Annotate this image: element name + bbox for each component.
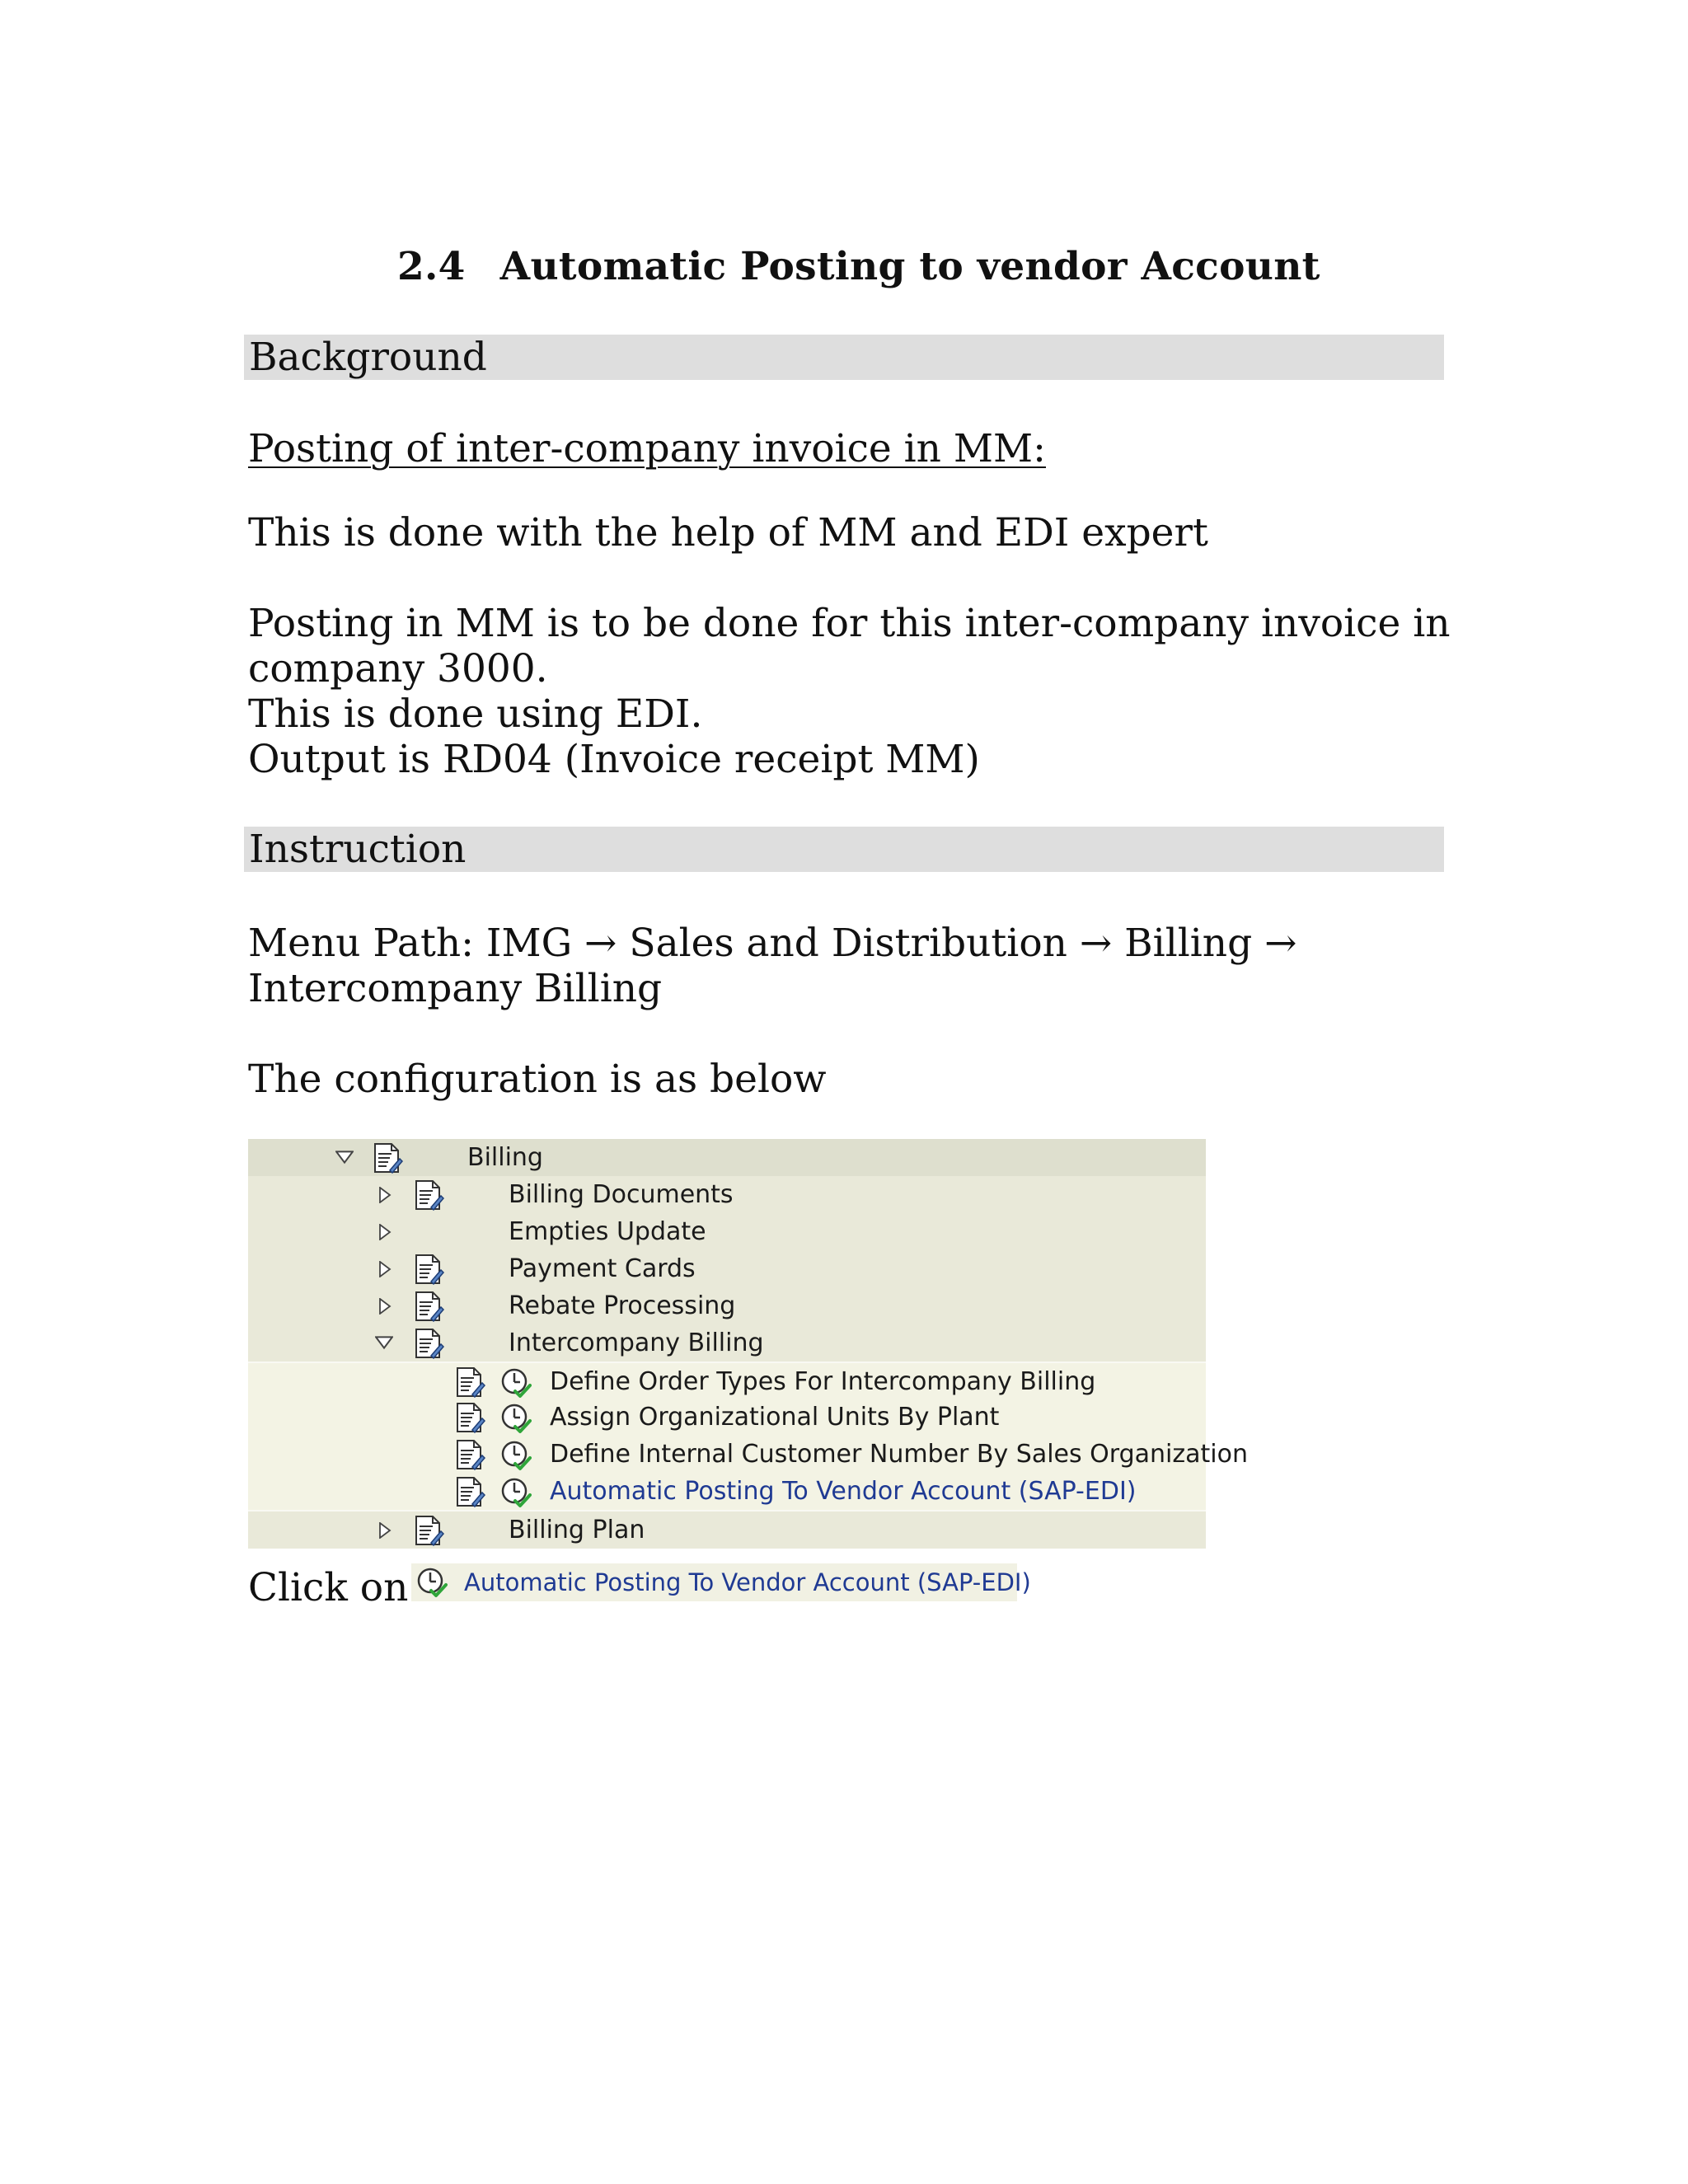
tree-leaf-label: Assign Organizational Units By Plant — [550, 1403, 1000, 1432]
menu-path-line1: Menu Path: IMG → Sales and Distribution → Billing → — [248, 921, 1297, 966]
tree-node-label: Billing — [467, 1143, 543, 1172]
tree-node-label: Intercompany Billing — [509, 1329, 764, 1357]
tree-node-label: Empties Update — [509, 1217, 706, 1246]
tree-node-label: Billing Documents — [509, 1180, 734, 1209]
tree-node-label: Payment Cards — [509, 1254, 696, 1283]
page-title — [397, 244, 1320, 289]
automatic-posting-button[interactable] — [411, 1563, 1031, 1601]
tree-node-label: Billing Plan — [509, 1516, 645, 1544]
instruction-section-bar: Instruction — [244, 827, 1444, 872]
tree-node-billing-plan-cutoff[interactable] — [248, 1510, 1206, 1549]
tree-node-empties-update[interactable] — [248, 1213, 1206, 1250]
paragraph-expert-help: This is done with the help of MM and EDI expert — [248, 510, 1208, 555]
execute-activity-icon — [416, 1567, 448, 1598]
tree-leaf-assign-org-units[interactable] — [248, 1399, 1206, 1436]
tree-leaf-define-internal-customer[interactable] — [248, 1436, 1248, 1473]
collapse-triangle-icon[interactable] — [335, 1139, 359, 1176]
click-prefix: Click on — [248, 1565, 409, 1610]
img-tree-screenshot — [248, 1139, 1248, 1544]
menu-path-line2: Intercompany Billing — [248, 966, 663, 1011]
tree-node-label: Rebate Processing — [509, 1291, 736, 1320]
tree-leaf-define-order-types[interactable] — [248, 1361, 1206, 1400]
execute-activity-icon[interactable] — [500, 1403, 532, 1434]
documentation-icon[interactable] — [454, 1476, 485, 1507]
documentation-icon — [413, 1254, 444, 1285]
tree-node-billing-documents[interactable] — [248, 1176, 1206, 1213]
documentation-icon — [372, 1142, 403, 1174]
documentation-icon — [413, 1291, 444, 1322]
tree-leaf-label: Define Order Types For Intercompany Billing — [550, 1367, 1096, 1396]
expand-triangle-icon[interactable] — [378, 1176, 401, 1213]
documentation-icon[interactable] — [454, 1402, 485, 1433]
documentation-icon — [413, 1179, 444, 1211]
config-intro: The configuration is as below — [248, 1057, 827, 1102]
tree-leaf-label: Automatic Posting To Vendor Account (SAP-EDI) — [550, 1477, 1137, 1506]
section-number: 2.4 — [397, 244, 466, 289]
click-target-label: Automatic Posting To Vendor Account (SAP-EDI) — [464, 1568, 1031, 1596]
paragraph-edi: This is done using EDI. — [248, 691, 703, 737]
background-section-bar: Background — [244, 335, 1444, 380]
documentation-icon — [413, 1515, 444, 1546]
tree-leaf-label: Define Internal Customer Number By Sales Organization — [550, 1440, 1248, 1469]
tree-node-intercompany-billing[interactable] — [248, 1324, 1206, 1361]
tree-node-billing[interactable] — [248, 1139, 1206, 1178]
section-title: Automatic Posting to vendor Account — [499, 244, 1320, 289]
expand-triangle-icon[interactable] — [378, 1511, 401, 1549]
documentation-icon[interactable] — [454, 1439, 485, 1470]
expand-triangle-icon[interactable] — [378, 1250, 401, 1287]
execute-activity-icon[interactable] — [500, 1477, 532, 1508]
documentation-icon — [413, 1328, 444, 1359]
documentation-icon[interactable] — [454, 1366, 485, 1398]
tree-leaf-automatic-posting[interactable] — [248, 1473, 1206, 1510]
execute-activity-icon[interactable] — [500, 1367, 532, 1399]
execute-activity-icon[interactable] — [500, 1440, 532, 1471]
expand-triangle-icon[interactable] — [378, 1213, 401, 1250]
collapse-triangle-icon[interactable] — [375, 1324, 398, 1361]
paragraph-output: Output is RD04 (Invoice receipt MM) — [248, 737, 980, 782]
tree-node-rebate-processing[interactable] — [248, 1287, 1206, 1324]
paragraph-posting-line2: company 3000. — [248, 646, 548, 691]
paragraph-posting-line1: Posting in MM is to be done for this inter-company invoice in — [248, 601, 1451, 646]
expand-triangle-icon[interactable] — [378, 1287, 401, 1324]
subheading: Posting of inter-company invoice in MM: — [248, 426, 1046, 471]
tree-node-payment-cards[interactable] — [248, 1250, 1206, 1287]
